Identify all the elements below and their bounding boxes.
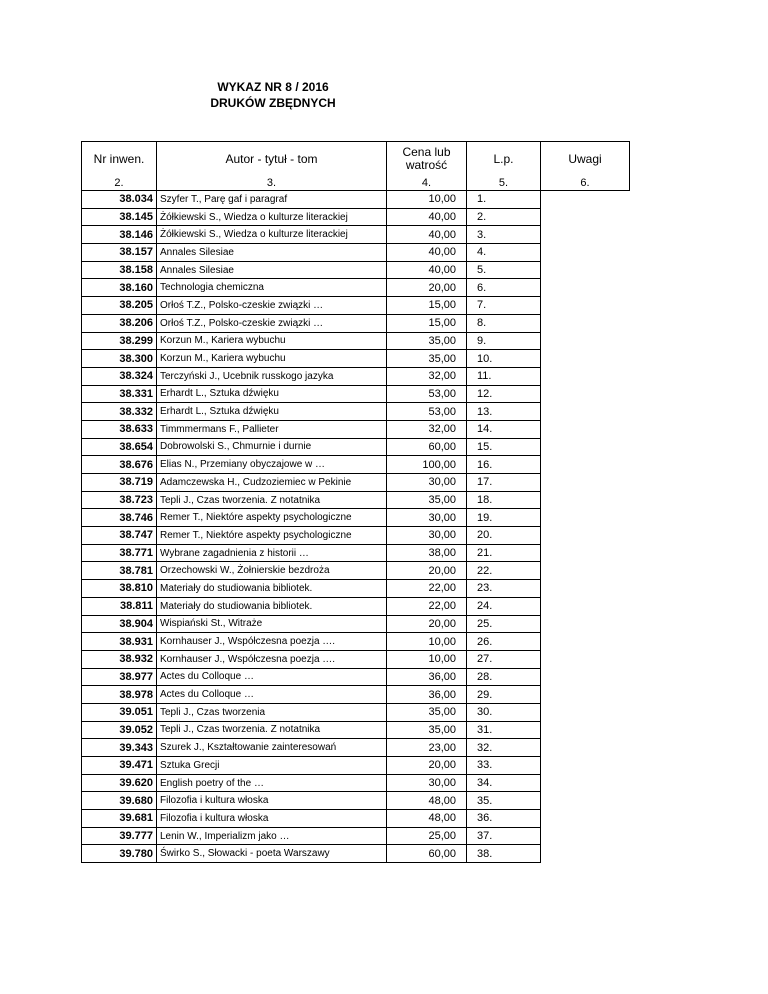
inventory-number-cell: 38.145: [82, 208, 157, 226]
inventory-number-cell: 39.680: [82, 792, 157, 810]
inventory-number-cell: 38.633: [82, 420, 157, 438]
inventory-number-cell: 38.746: [82, 509, 157, 527]
table-row: [82, 721, 630, 739]
title-cell: English poetry of the …: [157, 774, 387, 792]
price-cell: 20,00: [387, 615, 467, 633]
price-cell: 22,00: [387, 597, 467, 615]
lp-cell: 34.: [467, 774, 541, 792]
price-cell: 35,00: [387, 703, 467, 721]
title-cell: Szurek J., Kształtowanie zainteresowań: [157, 739, 387, 757]
lp-cell: 18.: [467, 491, 541, 509]
title-cell: Actes du Colloque …: [157, 668, 387, 686]
colnum-lp: 5.: [467, 176, 541, 191]
notes-cell: [541, 668, 630, 686]
lp-cell: 10.: [467, 350, 541, 368]
notes-cell: [541, 810, 630, 828]
inventory-number-cell: 38.978: [82, 686, 157, 704]
title-cell: Remer T., Niektóre aspekty psychologiczne: [157, 509, 387, 527]
inventory-number-cell: 38.719: [82, 474, 157, 492]
price-cell: 10,00: [387, 650, 467, 668]
notes-cell: [541, 297, 630, 315]
table-row: [82, 261, 630, 279]
inventory-number-cell: 38.904: [82, 615, 157, 633]
price-cell: 36,00: [387, 686, 467, 704]
title-cell: Tepli J., Czas tworzenia. Z notatnika: [157, 491, 387, 509]
title-cell: Sztuka Grecji: [157, 757, 387, 775]
title-cell: Materiały do studiowania bibliotek.: [157, 580, 387, 598]
title-cell: Erhardt L., Sztuka dźwięku: [157, 403, 387, 421]
inventory-number-cell: 38.810: [82, 580, 157, 598]
inventory-number-cell: 38.747: [82, 527, 157, 545]
notes-cell: [541, 191, 630, 209]
table-row: [82, 845, 630, 863]
title-cell: Elias N., Przemiany obyczajowe w …: [157, 456, 387, 474]
table-row: [82, 633, 630, 651]
notes-cell: [541, 580, 630, 598]
inventory-number-cell: 38.332: [82, 403, 157, 421]
notes-cell: [541, 509, 630, 527]
title-cell: Wispiański St., Witraże: [157, 615, 387, 633]
inventory-number-cell: 38.206: [82, 314, 157, 332]
inventory-number-cell: 38.771: [82, 544, 157, 562]
inventory-number-cell: 38.811: [82, 597, 157, 615]
notes-cell: [541, 474, 630, 492]
notes-cell: [541, 774, 630, 792]
price-cell: 20,00: [387, 562, 467, 580]
price-cell: 32,00: [387, 420, 467, 438]
table-row: [82, 527, 630, 545]
table-row: [82, 810, 630, 828]
notes-cell: [541, 845, 630, 863]
title-cell: Lenin W., Imperializm jako …: [157, 827, 387, 845]
price-cell: 40,00: [387, 208, 467, 226]
title-cell: Materiały do studiowania bibliotek.: [157, 597, 387, 615]
notes-cell: [541, 456, 630, 474]
title-cell: Erhardt L., Sztuka dźwięku: [157, 385, 387, 403]
notes-cell: [541, 615, 630, 633]
lp-cell: 6.: [467, 279, 541, 297]
table-row: [82, 438, 630, 456]
lp-cell: 1.: [467, 191, 541, 209]
inventory-number-cell: 38.977: [82, 668, 157, 686]
inventory-number-cell: 38.932: [82, 650, 157, 668]
header-price-line2: watrość: [405, 158, 448, 172]
price-cell: 20,00: [387, 757, 467, 775]
table-row: [82, 474, 630, 492]
title-cell: Orzechowski W., Żołnierskie bezdroża: [157, 562, 387, 580]
price-cell: 10,00: [387, 633, 467, 651]
lp-cell: 3.: [467, 226, 541, 244]
title-cell: Orłoś T.Z., Polsko-czeskie związki …: [157, 314, 387, 332]
price-cell: 23,00: [387, 739, 467, 757]
inventory-number-cell: 38.654: [82, 438, 157, 456]
header-price: [387, 142, 467, 177]
lp-cell: 23.: [467, 580, 541, 598]
price-cell: 10,00: [387, 191, 467, 209]
notes-cell: [541, 721, 630, 739]
colnum-notes: 6.: [541, 176, 630, 191]
title-cell: Tepli J., Czas tworzenia: [157, 703, 387, 721]
lp-cell: 26.: [467, 633, 541, 651]
table-row: [82, 279, 630, 297]
table-row: [82, 774, 630, 792]
notes-cell: [541, 491, 630, 509]
title-cell: Filozofia i kultura włoska: [157, 792, 387, 810]
table-row: [82, 739, 630, 757]
title-cell: Dobrowolski S., Chmurnie i durnie: [157, 438, 387, 456]
lp-cell: 13.: [467, 403, 541, 421]
lp-cell: 4.: [467, 244, 541, 262]
notes-cell: [541, 226, 630, 244]
lp-cell: 38.: [467, 845, 541, 863]
title-cell: Technologia chemiczna: [157, 279, 387, 297]
title-cell: Świrko S., Słowacki - poeta Warszawy: [157, 845, 387, 863]
title-cell: Annales Silesiae: [157, 261, 387, 279]
lp-cell: 7.: [467, 297, 541, 315]
notes-cell: [541, 650, 630, 668]
title-cell: Żółkiewski S., Wiedza o kulturze literackiej: [157, 226, 387, 244]
notes-cell: [541, 827, 630, 845]
notes-cell: [541, 562, 630, 580]
inventory-number-cell: 38.160: [82, 279, 157, 297]
price-cell: 53,00: [387, 385, 467, 403]
table-row: [82, 491, 630, 509]
title-cell: Remer T., Niektóre aspekty psychologiczne: [157, 527, 387, 545]
table-row: [82, 562, 630, 580]
document-title: WYKAZ NR 8 / 2016: [217, 80, 329, 94]
lp-cell: 32.: [467, 739, 541, 757]
price-cell: 22,00: [387, 580, 467, 598]
lp-cell: 5.: [467, 261, 541, 279]
table-row: [82, 385, 630, 403]
table-row: [82, 420, 630, 438]
notes-cell: [541, 792, 630, 810]
header-notes: Uwagi: [541, 142, 630, 177]
notes-cell: [541, 757, 630, 775]
notes-cell: [541, 420, 630, 438]
price-cell: 40,00: [387, 261, 467, 279]
inventory-number-cell: 39.777: [82, 827, 157, 845]
notes-cell: [541, 527, 630, 545]
table-row: [82, 757, 630, 775]
inventory-number-cell: 38.300: [82, 350, 157, 368]
price-cell: 35,00: [387, 350, 467, 368]
title-cell: Filozofia i kultura włoska: [157, 810, 387, 828]
title-cell: Timmmermans F., Pallieter: [157, 420, 387, 438]
price-cell: 35,00: [387, 491, 467, 509]
lp-cell: 19.: [467, 509, 541, 527]
colnum-price: 4.: [387, 176, 467, 191]
title-cell: Korzun M., Kariera wybuchu: [157, 350, 387, 368]
inventory-number-cell: 38.205: [82, 297, 157, 315]
lp-cell: 16.: [467, 456, 541, 474]
notes-cell: [541, 385, 630, 403]
notes-cell: [541, 314, 630, 332]
price-cell: 60,00: [387, 845, 467, 863]
document-subtitle: DRUKÓW ZBĘDNYCH: [210, 96, 336, 110]
inventory-number-cell: 39.343: [82, 739, 157, 757]
table-row: [82, 509, 630, 527]
colnum-nr: 2.: [82, 176, 157, 191]
lp-cell: 12.: [467, 385, 541, 403]
inventory-number-cell: 38.146: [82, 226, 157, 244]
notes-cell: [541, 739, 630, 757]
notes-cell: [541, 244, 630, 262]
inventory-number-cell: 38.324: [82, 367, 157, 385]
header-lp: L.p.: [467, 142, 541, 177]
notes-cell: [541, 261, 630, 279]
inventory-number-cell: 39.051: [82, 703, 157, 721]
lp-cell: 25.: [467, 615, 541, 633]
lp-cell: 29.: [467, 686, 541, 704]
inventory-number-cell: 39.681: [82, 810, 157, 828]
table-row: [82, 456, 630, 474]
header-row: [82, 142, 630, 177]
table-row: [82, 615, 630, 633]
table-row: [82, 367, 630, 385]
notes-cell: [541, 279, 630, 297]
lp-cell: 15.: [467, 438, 541, 456]
lp-cell: 28.: [467, 668, 541, 686]
column-number-row: [82, 176, 630, 191]
inventory-number-cell: 39.620: [82, 774, 157, 792]
title-cell: Tepli J., Czas tworzenia. Z notatnika: [157, 721, 387, 739]
lp-cell: 14.: [467, 420, 541, 438]
price-cell: 40,00: [387, 244, 467, 262]
table-row: [82, 827, 630, 845]
table-row: [82, 597, 630, 615]
price-cell: 38,00: [387, 544, 467, 562]
table-row: [82, 350, 630, 368]
lp-cell: 17.: [467, 474, 541, 492]
notes-cell: [541, 438, 630, 456]
lp-cell: 33.: [467, 757, 541, 775]
price-cell: 30,00: [387, 527, 467, 545]
price-cell: 36,00: [387, 668, 467, 686]
table-row: [82, 297, 630, 315]
price-cell: 15,00: [387, 297, 467, 315]
inventory-number-cell: 38.676: [82, 456, 157, 474]
inventory-number-cell: 38.299: [82, 332, 157, 350]
table-row: [82, 226, 630, 244]
inventory-table: [81, 141, 630, 863]
notes-cell: [541, 544, 630, 562]
price-cell: 32,00: [387, 367, 467, 385]
title-cell: Korzun M., Kariera wybuchu: [157, 332, 387, 350]
table-row: [82, 686, 630, 704]
lp-cell: 11.: [467, 367, 541, 385]
title-cell: Adamczewska H., Cudzoziemiec w Pekinie: [157, 474, 387, 492]
inventory-number-cell: 38.158: [82, 261, 157, 279]
header-nr: Nr inwen.: [82, 142, 157, 177]
price-cell: 30,00: [387, 474, 467, 492]
lp-cell: 22.: [467, 562, 541, 580]
notes-cell: [541, 633, 630, 651]
colnum-title: 3.: [157, 176, 387, 191]
price-cell: 35,00: [387, 721, 467, 739]
price-cell: 100,00: [387, 456, 467, 474]
price-cell: 15,00: [387, 314, 467, 332]
price-cell: 35,00: [387, 332, 467, 350]
inventory-number-cell: 38.331: [82, 385, 157, 403]
header-title: Autor - tytuł - tom: [157, 142, 387, 177]
price-cell: 60,00: [387, 438, 467, 456]
table-row: [82, 244, 630, 262]
table-row: [82, 544, 630, 562]
table-row: [82, 668, 630, 686]
price-cell: 25,00: [387, 827, 467, 845]
price-cell: 30,00: [387, 509, 467, 527]
title-cell: Kornhauser J., Współczesna poezja ….: [157, 633, 387, 651]
title-cell: Terczyński J., Ucebnik russkogo jazyka: [157, 367, 387, 385]
price-cell: 48,00: [387, 810, 467, 828]
title-cell: Żółkiewski S., Wiedza o kulturze literackiej: [157, 208, 387, 226]
lp-cell: 24.: [467, 597, 541, 615]
lp-cell: 9.: [467, 332, 541, 350]
title-cell: Actes du Colloque …: [157, 686, 387, 704]
title-cell: Kornhauser J., Współczesna poezja ….: [157, 650, 387, 668]
table-row: [82, 314, 630, 332]
lp-cell: 21.: [467, 544, 541, 562]
notes-cell: [541, 208, 630, 226]
inventory-number-cell: 38.931: [82, 633, 157, 651]
title-cell: Orłoś T.Z., Polsko-czeskie związki …: [157, 297, 387, 315]
lp-cell: 35.: [467, 792, 541, 810]
inventory-number-cell: 39.780: [82, 845, 157, 863]
table-row: [82, 191, 630, 209]
notes-cell: [541, 703, 630, 721]
table-row: [82, 792, 630, 810]
lp-cell: 8.: [467, 314, 541, 332]
title-cell: Annales Silesiae: [157, 244, 387, 262]
notes-cell: [541, 686, 630, 704]
header-price-line1: Cena lub: [402, 145, 451, 159]
price-cell: 48,00: [387, 792, 467, 810]
notes-cell: [541, 597, 630, 615]
table-row: [82, 703, 630, 721]
inventory-number-cell: 39.052: [82, 721, 157, 739]
inventory-number-cell: 38.034: [82, 191, 157, 209]
table-row: [82, 650, 630, 668]
price-cell: 40,00: [387, 226, 467, 244]
inventory-number-cell: 38.157: [82, 244, 157, 262]
lp-cell: 2.: [467, 208, 541, 226]
lp-cell: 36.: [467, 810, 541, 828]
price-cell: 53,00: [387, 403, 467, 421]
inventory-number-cell: 39.471: [82, 757, 157, 775]
title-cell: Wybrane zagadnienia z historii …: [157, 544, 387, 562]
notes-cell: [541, 403, 630, 421]
lp-cell: 20.: [467, 527, 541, 545]
lp-cell: 27.: [467, 650, 541, 668]
inventory-number-cell: 38.781: [82, 562, 157, 580]
table-row: [82, 332, 630, 350]
title-cell: Szyfer T., Parę gaf i paragraf: [157, 191, 387, 209]
table-row: [82, 208, 630, 226]
lp-cell: 37.: [467, 827, 541, 845]
price-cell: 20,00: [387, 279, 467, 297]
price-cell: 30,00: [387, 774, 467, 792]
notes-cell: [541, 350, 630, 368]
lp-cell: 30.: [467, 703, 541, 721]
notes-cell: [541, 332, 630, 350]
table-row: [82, 580, 630, 598]
notes-cell: [541, 367, 630, 385]
inventory-number-cell: 38.723: [82, 491, 157, 509]
table-row: [82, 403, 630, 421]
lp-cell: 31.: [467, 721, 541, 739]
